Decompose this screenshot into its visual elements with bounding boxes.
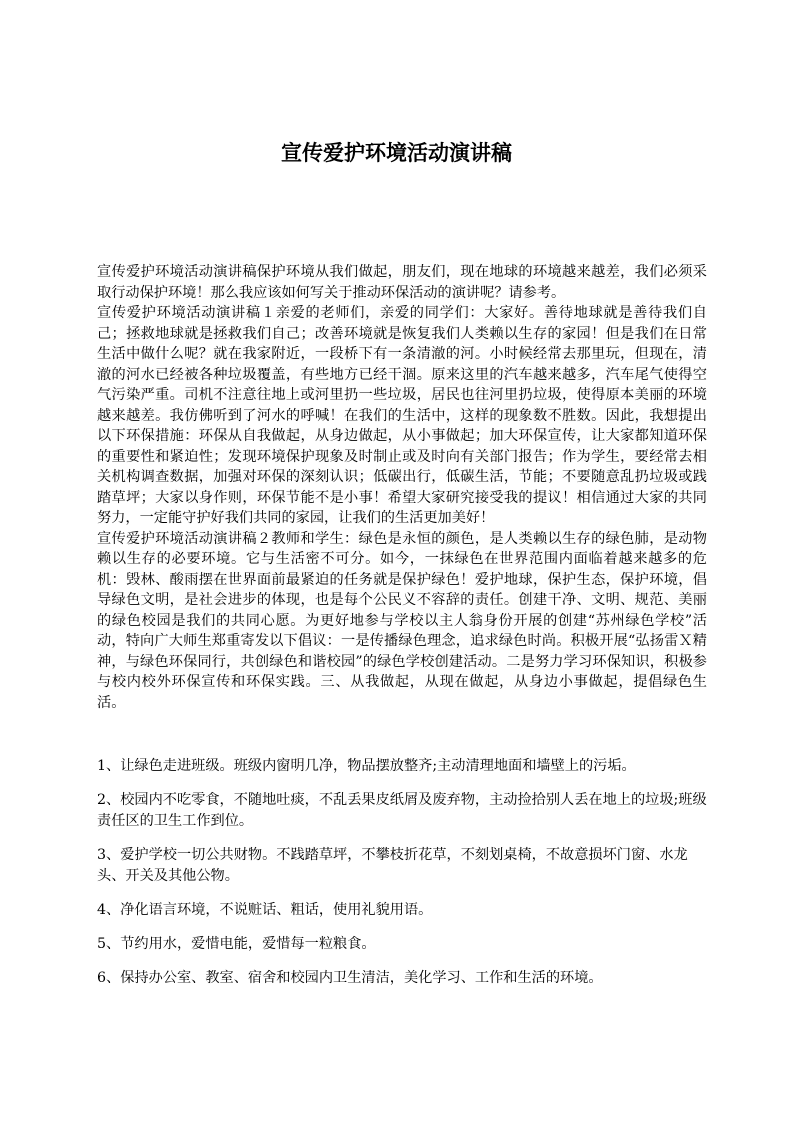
list-item: 3、爱护学校一切公共财物。不践踏草坪，不攀枝折花草，不刻划桌椅，不故意损坏门窗、水龙头、开关及其他公物。 — [97, 847, 688, 884]
proposal-list — [97, 756, 707, 1002]
list-item: 1、让绿色走进班级。班级内窗明几净，物品摆放整齐;主动清理地面和墙壁上的污垢。 — [97, 758, 636, 774]
list-item: 6、保持办公室、教室、宿舍和校园内卫生清洁，美化学习、工作和生活的环境。 — [97, 970, 603, 986]
document-body — [97, 262, 707, 713]
document-title: 宣传爱护环境活动演讲稿 — [281, 141, 512, 165]
speech-one-paragraph: 宣传爱护环境活动演讲稿１亲爱的老师们，亲爱的同学们：大家好。善待地球就是善待我们自己；拯救地球就是拯救我们自己；改善环境就是恢复我们人类赖以生存的家园！但是我们在日常生活中做什么呢？就在我家附近，一段桥下有一条清澈的河。小时候经常去那里玩，但现在，清澈的河水已经被各种垃圾覆盖，有些地方已经干涸。原来这里的汽车越来越多，汽车尾气使得空气污染严重。司机不注意往地上或河里扔一些垃圾，居民也往河里扔垃圾，使得原本美丽的环境越来越差。我仿佛听到了河水的呼喊！在我们的生活中，这样的现象数不胜数。因此，我想提出以下环保措施：环保从自我做起，从身边做起，从小事做起；加大环保宣传，让大家都知道环保的重要性和紧迫性；发现环境保护现象及时制止或及时向有关部门报告；作为学生，要经常去相关机构调查数据，加强对环保的深刻认识；低碳出行，低碳生活，节能；不要随意乱扔垃圾或践踏草坪；大家以身作则，环保节能不是小事！希望大家研究接受我的提议！相信通过大家的共同努力，一定能守护好我们共同的家园，让我们的生活更加美好！ — [97, 305, 707, 526]
list-item: 5、节约用水，爱惜电能，爱惜每一粒粮食。 — [97, 936, 376, 952]
intro-paragraph: 宣传爱护环境活动演讲稿保护环境从我们做起，朋友们，现在地球的环境越来越差，我们必须采取行动保护环境！那么我应该如何写关于推动环保活动的演讲呢？请参考。 — [97, 264, 707, 301]
speech-two-paragraph: 宣传爱护环境活动演讲稿２教师和学生：绿色是永恒的颜色，是人类赖以生存的绿色肺，是动物赖以生存的必要环境。它与生活密不可分。如今，一抹绿色在世界范围内面临着越来越多的危机：毁林、酸雨摆在世界面前最紧迫的任务就是保护绿色！爱护地球，保护生态，保护环境，倡导绿色文明，是社会进步的体现，也是每个公民义不容辞的责任。创建干净、文明、规范、美丽的绿色校园是我们的共同心愿。为更好地参与学校以主人翁身份开展的创建“苏州绿色学校”活动，特向广大师生郑重寄发以下倡议：一是传播绿色理念，追求绿色时尚。积极开展“弘扬雷Ｘ精神，与绿色环保同行，共创绿色和谐校园”的绿色学校创建活动。二是努力学习环保知识，积极参与校内校外环保宣传和环保实践。三、从我做起，从现在做起，从身边小事做起，提倡绿色生活。 — [97, 530, 707, 711]
list-item: 4、净化语言环境，不说赃话、粗话，使用礼貌用语。 — [97, 902, 433, 918]
list-item: 2、校园内不吃零食，不随地吐痰，不乱丢果皮纸屑及废弃物，主动捡拾别人丢在地上的垃圾;班级责任区的卫生工作到位。 — [97, 792, 707, 829]
